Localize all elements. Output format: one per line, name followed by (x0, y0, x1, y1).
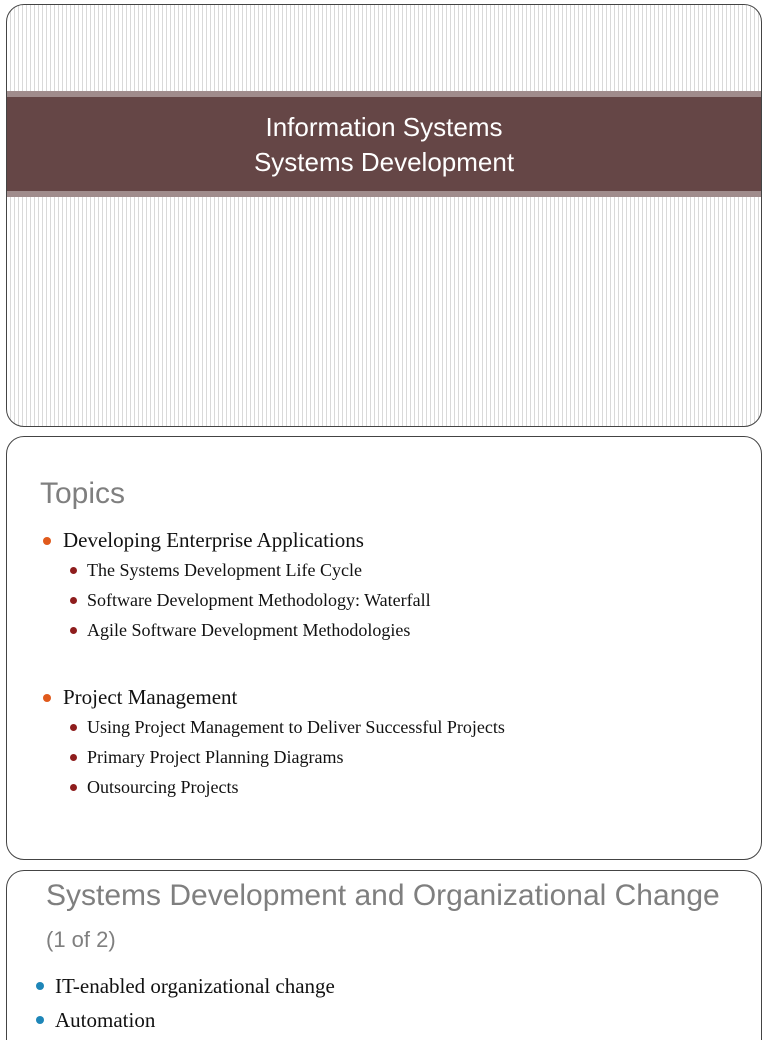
subtopic-item: Primary Project Planning Diagrams (7, 742, 761, 772)
slide-title-line1: Information Systems (265, 112, 503, 142)
topic-item: Developing Enterprise Applications (7, 525, 761, 555)
subtopic-item: The Systems Development Life Cycle (7, 555, 761, 585)
title-band (7, 97, 761, 191)
topics-slide (6, 436, 762, 860)
slide-title-line2: Systems Development (253, 147, 515, 177)
bullet-item: IT-enabled organizational change (7, 969, 761, 1003)
slide-title-suffix: (1 of 2) (46, 927, 116, 952)
subtopic-item: Using Project Management to Deliver Successful Projects (7, 712, 761, 742)
topic-group (7, 525, 761, 645)
topic-item: Project Management (7, 682, 761, 712)
title-band-bottom-edge (7, 191, 761, 197)
subtopic-item: Software Development Methodology: Waterfall (7, 585, 761, 615)
bullet-item: Automation (7, 1003, 761, 1037)
slide-title (46, 875, 746, 961)
slide-title: Topics (40, 477, 126, 510)
bullet-list (7, 969, 761, 1037)
subtopic-item: Outsourcing Projects (7, 772, 761, 802)
subtopic-item: Agile Software Development Methodologies (7, 615, 761, 645)
topic-group (7, 682, 761, 802)
title-slide (6, 4, 762, 427)
slide-title-text: Systems Development and Organizational Change (46, 879, 720, 912)
org-change-slide (6, 870, 762, 1040)
